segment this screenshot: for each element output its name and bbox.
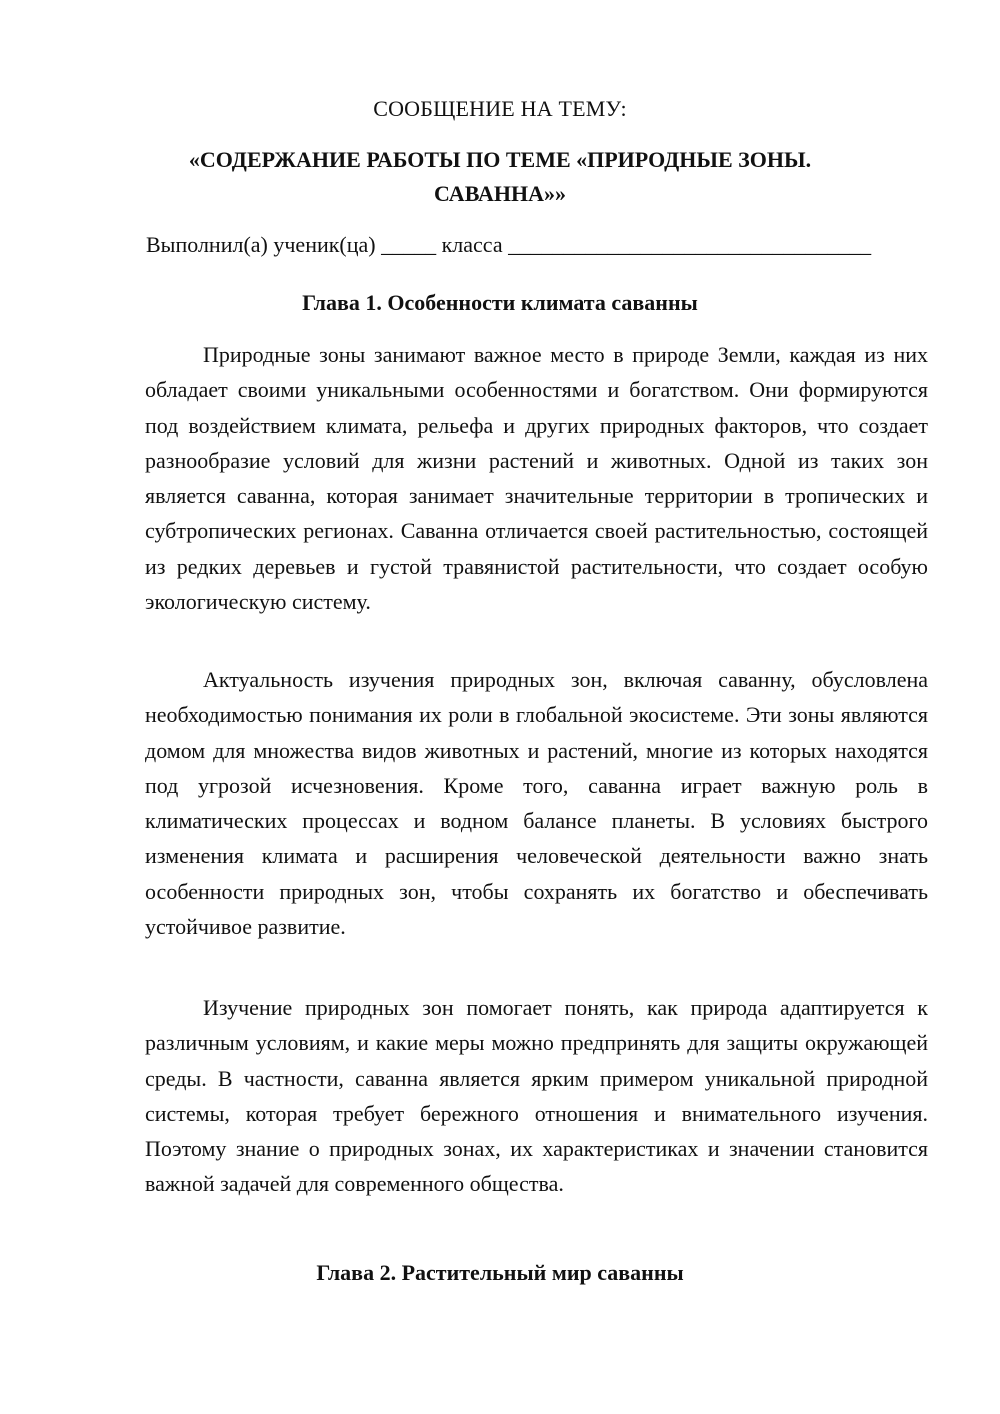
document-title [150,143,850,211]
document-title-line-2: САВАННА»» [434,181,566,206]
document-title-line-1: «СОДЕРЖАНИЕ РАБОТЫ ПО ТЕМЕ «ПРИРОДНЫЕ ЗОНЫ. [188,147,812,172]
chapter-2-heading: Глава 2. Растительный мир саванны [316,1260,684,1285]
document-topic-label: СООБЩЕНИЕ НА ТЕМУ: [373,96,627,121]
chapter-1-paragraph-3: Изучение природных зон помогает понять, как природа адаптируется к различным условиям, и какие меры можно предпринять для защиты окружающей среды. В частности, саванна является ярким примером уникальной природной системы, которая требует бережного отношения и внимательного изучения. Поэтому знание о природных зонах, их характеристиках и значении становится важной задачей для современного общества. [145,995,928,1197]
chapter-1-paragraph-2: Актуальность изучения природных зон, включая саванну, обусловлена необходимостью понимания их роли в глобальной экосистеме. Эти зоны являются домом для множества видов животных и растений, многие из которых находятся под угрозой исчезновения. Кроме того, саванна играет важную роль в климатических процессах и водном балансе планеты. В условиях быстрого изменения климата и расширения человеческой деятельности важно знать особенности природных зон, чтобы сохранять их богатство и обеспечивать устойчивое развитие. [145,667,928,940]
chapter-1-heading: Глава 1. Особенности климата саванны [302,290,698,315]
chapter-1-paragraph-1: Природные зоны занимают важное место в природе Земли, каждая из них обладает своими уникальными особенностями и богатством. Они формируются под воздействием климата, рельефа и других природных факторов, что создает разнообразие условий для жизни растений и животных. Одной из таких зон является саванна, которая занимает значительные территории в тропических и субтропических регионах. Саванна отличается своей растительностью, состоящей из редких деревьев и густой травянистой растительности, что создает особую экологическую систему. [145,342,928,615]
author-line: Выполнил(а) ученик(ца) _____ класса _________________________________ [146,232,872,257]
